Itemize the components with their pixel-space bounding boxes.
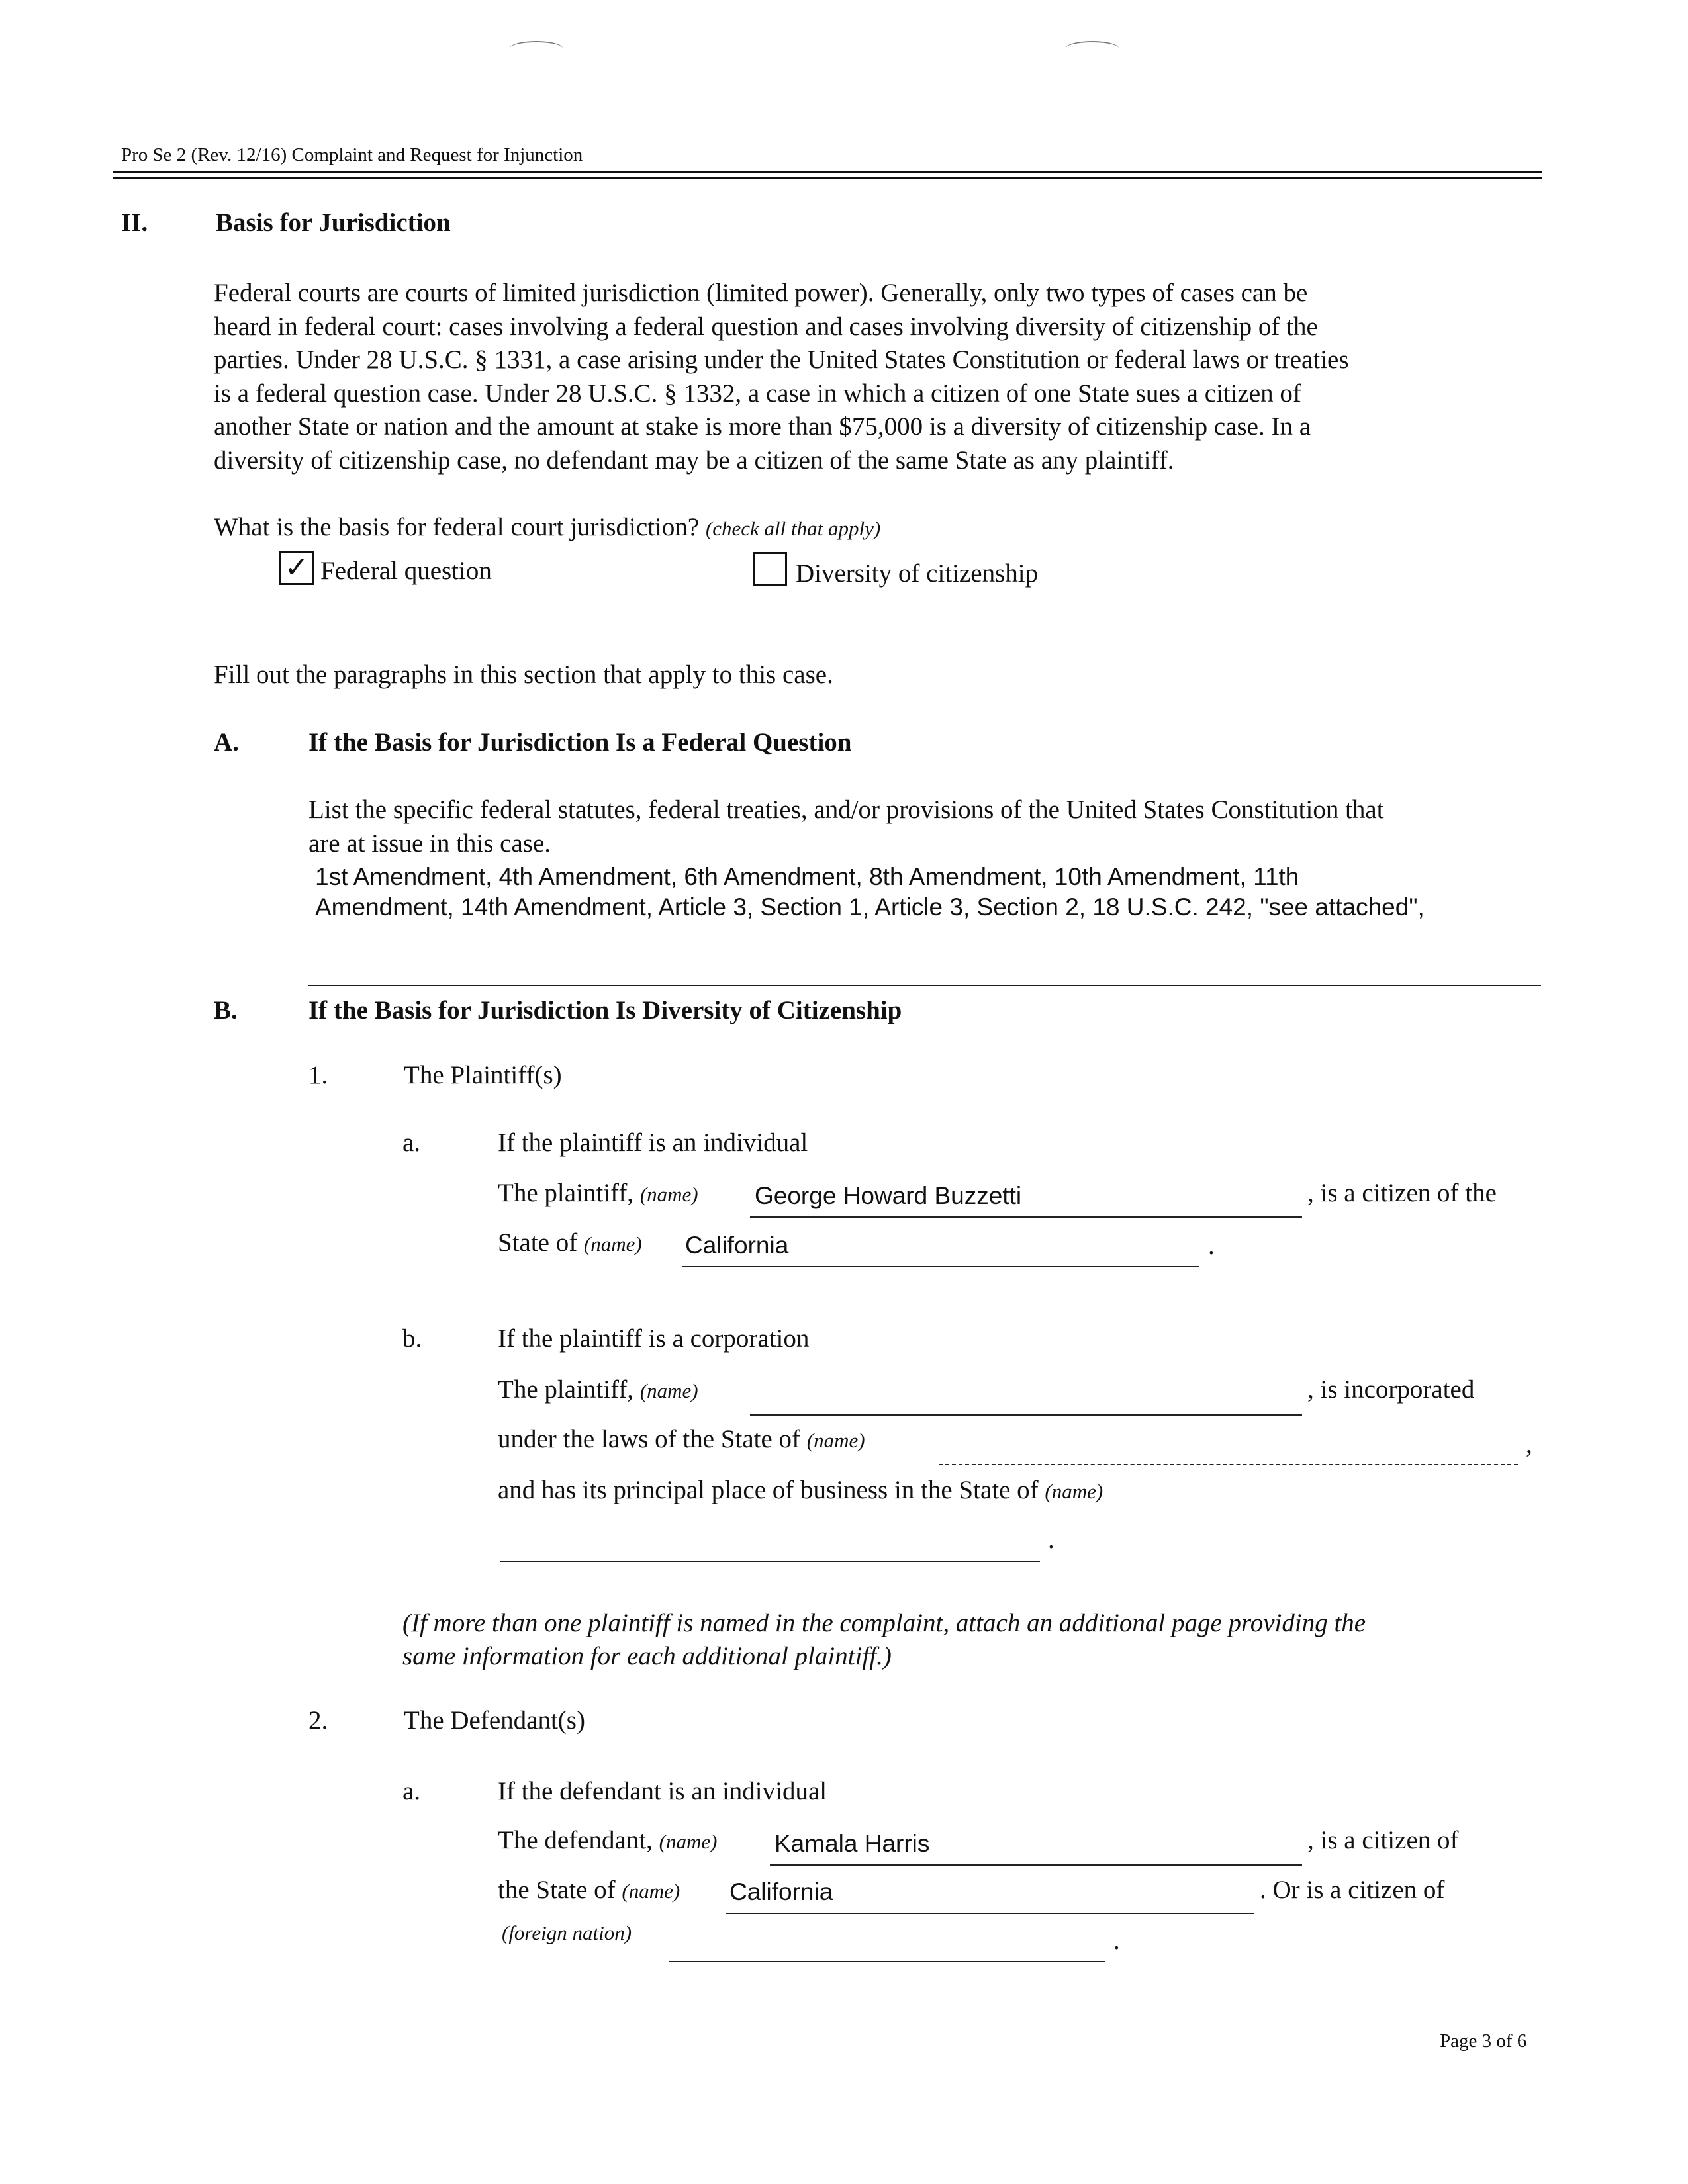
corporation-state-suffix: ,: [1526, 1430, 1532, 1459]
corporation-business-field[interactable]: [500, 1561, 1040, 1562]
subsection-letter: B.: [214, 996, 238, 1024]
corporation-business-prefix: and has its principal place of business in the State of (name): [498, 1476, 1103, 1504]
corporation-incorporated-suffix: , is incorporated: [1307, 1375, 1475, 1404]
defendants-heading: The Defendant(s): [404, 1706, 585, 1735]
page-number: Page 3 of 6: [1440, 2030, 1527, 2052]
fill-instruction: Fill out the paragraphs in this section that apply to this case.: [214, 660, 833, 689]
plaintiff-state-prefix: State of (name): [498, 1228, 642, 1257]
corporation-business-suffix: .: [1048, 1525, 1055, 1554]
defendant-state-prefix: the State of (name): [498, 1876, 680, 1904]
question-text: What is the basis for federal court jurisdiction?: [214, 513, 700, 541]
paragraph-line: heard in federal court: cases involving a federal question and cases involving diversity of citizenship of the: [214, 312, 1318, 341]
federal-question-instruction: [308, 794, 1384, 860]
corporation-name-prefix: The plaintiff, (name): [498, 1375, 698, 1404]
plaintiff-name-value: George Howard Buzzetti: [755, 1182, 1022, 1209]
scan-mark: [1066, 41, 1119, 56]
section-number: II.: [121, 208, 148, 237]
corporation-state-prefix: under the laws of the State of (name): [498, 1425, 865, 1453]
corporation-state-field[interactable]: [939, 1464, 1518, 1465]
defendant-citizen-suffix: , is a citizen of: [1307, 1826, 1459, 1854]
defendant-foreign-nation-field[interactable]: [669, 1961, 1105, 1962]
instruction-line: are at issue in this case.: [308, 829, 551, 858]
additional-plaintiff-note: [402, 1607, 1366, 1673]
foreign-nation-hint: (foreign nation): [502, 1921, 632, 1944]
defendant-state-suffix: . Or is a citizen of: [1260, 1876, 1445, 1904]
paragraph-line: parties. Under 28 U.S.C. § 1331, a case arising under the United States Constitution or federal laws or treaties: [214, 345, 1349, 374]
answer-line: 1st Amendment, 4th Amendment, 6th Amendment, 8th Amendment, 10th Amendment, 11th: [315, 863, 1299, 890]
plaintiff-citizen-suffix: , is a citizen of the: [1307, 1179, 1497, 1207]
name-hint: (name): [639, 1379, 698, 1402]
jurisdiction-paragraph: [214, 277, 1349, 477]
defendant-state-field[interactable]: [726, 1913, 1254, 1914]
answer-underline: [308, 985, 1541, 986]
item-letter: b.: [402, 1324, 422, 1353]
paragraph-line: diversity of citizenship case, no defendant may be a citizen of the same State as any plaintiff.: [214, 445, 1174, 475]
defendant-name-value: Kamala Harris: [774, 1830, 930, 1857]
defendant-name-field[interactable]: [770, 1864, 1302, 1866]
name-hint: (name): [583, 1232, 642, 1255]
defendant-state-value: California: [729, 1878, 833, 1905]
name-hint: (name): [622, 1880, 680, 1903]
item-letter: a.: [402, 1128, 421, 1157]
note-line: same information for each additional plaintiff.): [402, 1642, 892, 1670]
answer-line: Amendment, 14th Amendment, Article 3, Section 1, Article 3, Section 2, 18 U.S.C. 242, "see attached",: [315, 893, 1425, 921]
plaintiff-name-prefix: The plaintiff, (name): [498, 1179, 698, 1207]
defendant-individual-heading: If the defendant is an individual: [498, 1777, 827, 1805]
subsection-title: If the Basis for Jurisdiction Is Diversity of Citizenship: [308, 996, 902, 1024]
name-hint: (name): [806, 1429, 865, 1452]
jurisdiction-question: [214, 511, 880, 545]
diversity-checkbox[interactable]: [753, 552, 787, 586]
plaintiff-corporation-heading: If the plaintiff is a corporation: [498, 1324, 810, 1353]
plaintiff-name-field[interactable]: [750, 1216, 1302, 1218]
header-rule-top: [113, 171, 1542, 173]
instruction-line: List the specific federal statutes, federal treaties, and/or provisions of the United States Constitution that: [308, 796, 1384, 824]
form-title: Pro Se 2 (Rev. 12/16) Complaint and Request for Injunction: [121, 144, 583, 165]
federal-question-answer[interactable]: [315, 862, 1425, 923]
plaintiffs-heading: The Plaintiff(s): [404, 1061, 562, 1089]
federal-question-checkbox[interactable]: ✓: [279, 551, 314, 585]
note-line: (If more than one plaintiff is named in the complaint, attach an additional page providing the: [402, 1609, 1366, 1637]
header-rule-bottom: [113, 177, 1542, 179]
plaintiff-state-suffix: .: [1208, 1232, 1215, 1260]
name-hint: (name): [1045, 1480, 1103, 1503]
federal-question-label: Federal question: [320, 557, 492, 585]
plaintiff-state-value: California: [685, 1232, 789, 1259]
defendant-foreign-suffix: .: [1113, 1927, 1120, 1955]
item-number: 2.: [308, 1706, 328, 1735]
item-letter: a.: [402, 1777, 421, 1805]
paragraph-line: is a federal question case. Under 28 U.S.C. § 1332, a case in which a citizen of one State sues a citizen of: [214, 379, 1301, 408]
question-hint: (check all that apply): [705, 517, 881, 540]
defendant-name-prefix: The defendant, (name): [498, 1826, 718, 1854]
plaintiff-state-field[interactable]: [682, 1266, 1199, 1267]
corporation-name-field[interactable]: [750, 1414, 1302, 1416]
subsection-title: If the Basis for Jurisdiction Is a Federal Question: [308, 728, 852, 756]
section-title: Basis for Jurisdiction: [216, 208, 451, 237]
plaintiff-individual-heading: If the plaintiff is an individual: [498, 1128, 808, 1157]
diversity-label: Diversity of citizenship: [796, 559, 1039, 588]
item-number: 1.: [308, 1061, 328, 1089]
name-hint: (name): [639, 1183, 698, 1206]
subsection-letter: A.: [214, 728, 239, 756]
name-hint: (name): [659, 1830, 718, 1853]
paragraph-line: another State or nation and the amount at stake is more than $75,000 is a diversity of citizenship case. In a: [214, 412, 1311, 441]
scan-mark: [510, 41, 563, 56]
paragraph-line: Federal courts are courts of limited jurisdiction (limited power). Generally, only two types of cases can be: [214, 279, 1308, 307]
